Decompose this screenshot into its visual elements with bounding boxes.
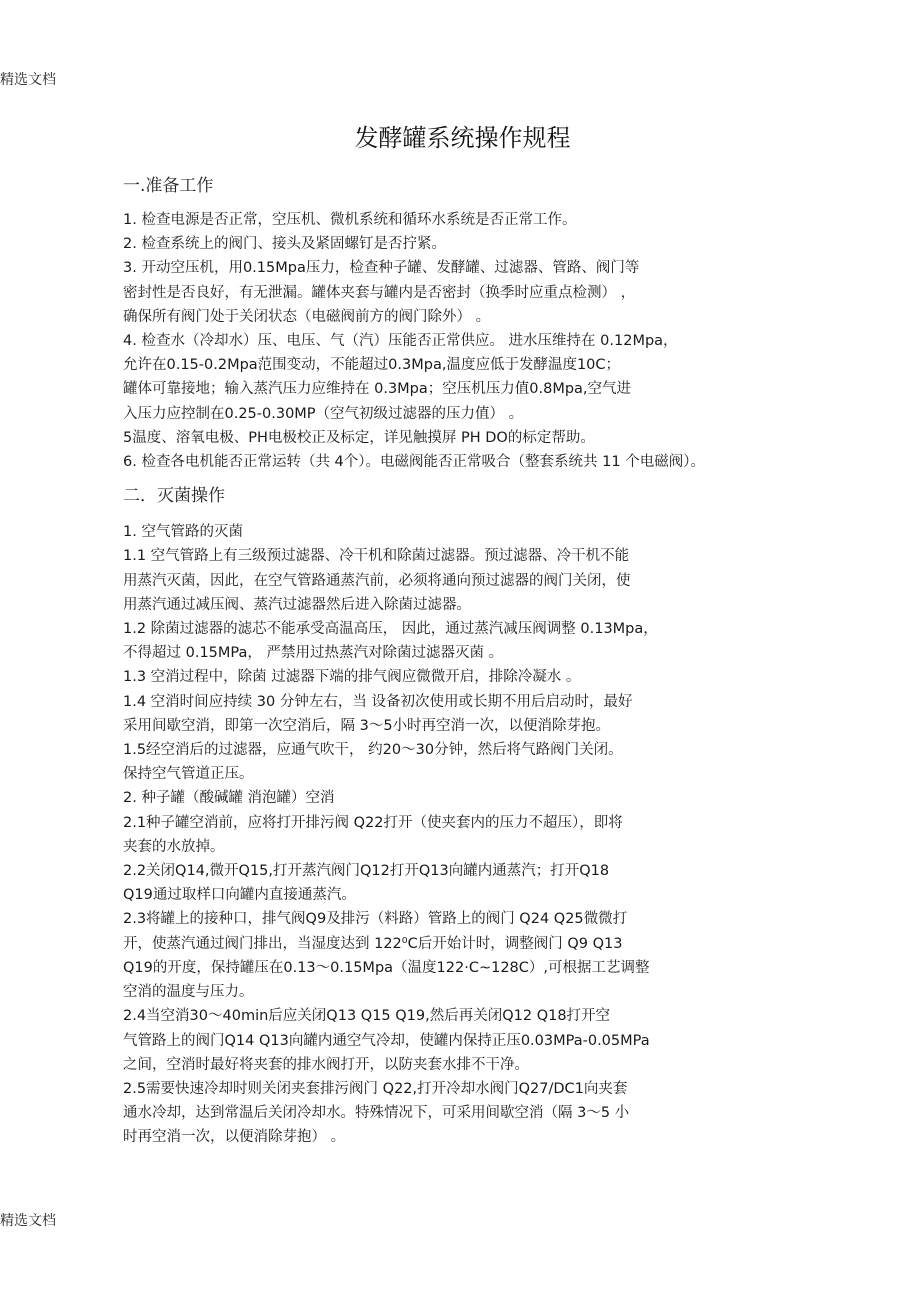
section-preparation bbox=[123, 208, 813, 474]
paragraph-line: 4. 检查水（冷却水）压、电压、气（汽）压能否正常供应。 进水压维持在 0.12Mpa， bbox=[123, 333, 678, 350]
paragraph-line: 1. 空气管路的灭菌 bbox=[123, 524, 243, 541]
paragraph-line: Q19通过取样口向罐内直接通蒸汽。 bbox=[123, 887, 356, 904]
paragraph-line: 确保所有阀门处于关闭状态（电磁阀前方的阀门除外） 。 bbox=[123, 308, 491, 325]
paragraph-line: 1.4 空消时间应持续 30 分钟左右，当 设备初次使用或长期不用后启动时，最好 bbox=[123, 693, 633, 710]
document-body bbox=[123, 174, 813, 1150]
paragraph-line: 1.3 空消过程中，除菌 过滤器下端的排气阀应微微开启，排除冷凝水 。 bbox=[123, 669, 581, 686]
paragraph-line: 之间，空消时最好将夹套的排水阀打开，以防夹套水排不干净。 bbox=[123, 1056, 529, 1073]
paragraph-line: 6. 检查各电机能否正常运转（共 4个）。电磁阀能否正常吸合（整套系统共 11 个电磁阀）。 bbox=[123, 454, 705, 471]
paragraph-line: 气管路上的阀门Q14 Q13向罐内通空气冷却，使罐内保持正压0.03MPa-0.05MPa bbox=[123, 1032, 650, 1049]
paragraph-line: 3. 开动空压机，用0.15Mpa压力，检查种子罐、发酵罐、过滤器、管路、阀门等 bbox=[123, 260, 640, 277]
paragraph-line: 采用间歇空消，即第一次空消后，隔 3～5小时再空消一次，以便消除芽抱。 bbox=[123, 717, 611, 734]
paragraph-line: 时再空消一次，以便消除芽抱） 。 bbox=[123, 1129, 346, 1146]
paragraph-line: 2. 检查系统上的阀门、接头及紧固螺钉是否拧紧。 bbox=[123, 236, 446, 253]
paragraph-line: 用蒸汽灭菌，因此，在空气管路通蒸汽前，必须将通向预过滤器的阀门关闭，使 bbox=[123, 572, 631, 589]
paragraph-line: Q19的开度，保持罐压在0.13～0.15Mpa（温度122·C~128C）,可根据工艺调整 bbox=[123, 959, 650, 976]
paragraph-line: 密封性是否良好，有无泄漏。罐体夹套与罐内是否密封（换季时应重点检测） ， bbox=[123, 284, 636, 301]
page-header-mark: 精选文档 bbox=[0, 72, 56, 88]
document-title: 发酵罐系统操作规程 bbox=[354, 124, 571, 152]
paragraph-line: 5温度、溶氧电极、PH电极校正及标定，详见触摸屏 PH DO的标定帮助。 bbox=[123, 429, 595, 446]
paragraph-line: 罐体可靠接地；输入蒸汽压力应维持在 0.3Mpa；空压机压力值0.8Mpa,空气进 bbox=[123, 381, 632, 398]
paragraph-line: 2. 种子罐（酸碱罐 消泡罐）空消 bbox=[123, 790, 335, 807]
paragraph-line: 入压力应控制在0.25-0.30MP（空气初级过滤器的压力值） 。 bbox=[123, 405, 524, 422]
paragraph-line: 夹套的水放掉。 bbox=[123, 838, 225, 855]
section-sterilization bbox=[123, 520, 813, 1149]
section-heading-sterilization: 二．灭菌操作 bbox=[123, 486, 225, 507]
paragraph-line: 2.5需要快速冷却时则关闭夹套排污阀门 Q22,打开冷却水阀门Q27/DC1向夹套 bbox=[123, 1080, 628, 1097]
paragraph-line: 空消的温度与压力。 bbox=[123, 984, 254, 1001]
paragraph-line: 用蒸汽通过减压阀、蒸汽过滤器然后进入除菌过滤器。 bbox=[123, 596, 471, 613]
paragraph-line: 开，使蒸汽通过阀门排出，当湿度达到 122⁰C后开始计时，调整阀门 Q9 Q13 bbox=[123, 935, 623, 952]
paragraph-line: 1.1 空气管路上有三级预过滤器、冷干机和除菌过滤器。预过滤器、冷干机不能 bbox=[123, 548, 630, 565]
paragraph-line: 1.2 除菌过滤器的滤芯不能承受高温高压， 因此，通过蒸汽减压阀调整 0.13Mpa， bbox=[123, 621, 658, 638]
paragraph-line: 通水冷却，达到常温后关闭冷却水。特殊情况下，可采用间歇空消（隔 3～5 小 bbox=[123, 1105, 630, 1122]
page-footer-mark: 精选文档 bbox=[0, 1213, 56, 1229]
paragraph-line: 1.5经空消后的过滤器，应通气吹干， 约20～30分钟，然后将气路阀门关闭。 bbox=[123, 742, 623, 759]
paragraph-line: 2.2关闭Q14,微开Q15,打开蒸汽阀门Q12打开Q13向罐内通蒸汽；打开Q18 bbox=[123, 863, 610, 880]
paragraph-line: 允许在0.15-0.2Mpa范围变动，不能超过0.3Mpa,温度应低于发酵温度10C； bbox=[123, 357, 621, 374]
paragraph-line: 2.3将罐上的接种口，排气阀Q9及排污（料路）管路上的阀门 Q24 Q25微微打 bbox=[123, 911, 628, 928]
paragraph-line: 保持空气管道正压。 bbox=[123, 766, 254, 783]
paragraph-line: 不得超过 0.15MPa， 严禁用过热蒸汽对除菌过滤器灭菌 。 bbox=[123, 645, 504, 662]
paragraph-line: 2.1种子罐空消前，应将打开排污阀 Q22打开（使夹套内的压力不超压），即将 bbox=[123, 814, 623, 831]
paragraph-line: 2.4当空消30～40min后应关闭Q13 Q15 Q19,然后再关闭Q12 Q18打开空 bbox=[123, 1008, 611, 1025]
paragraph-line: 1. 检查电源是否正常，空压机、微机系统和循环水系统是否正常工作。 bbox=[123, 212, 577, 228]
section-heading-preparation: 一.准备工作 bbox=[123, 176, 214, 196]
